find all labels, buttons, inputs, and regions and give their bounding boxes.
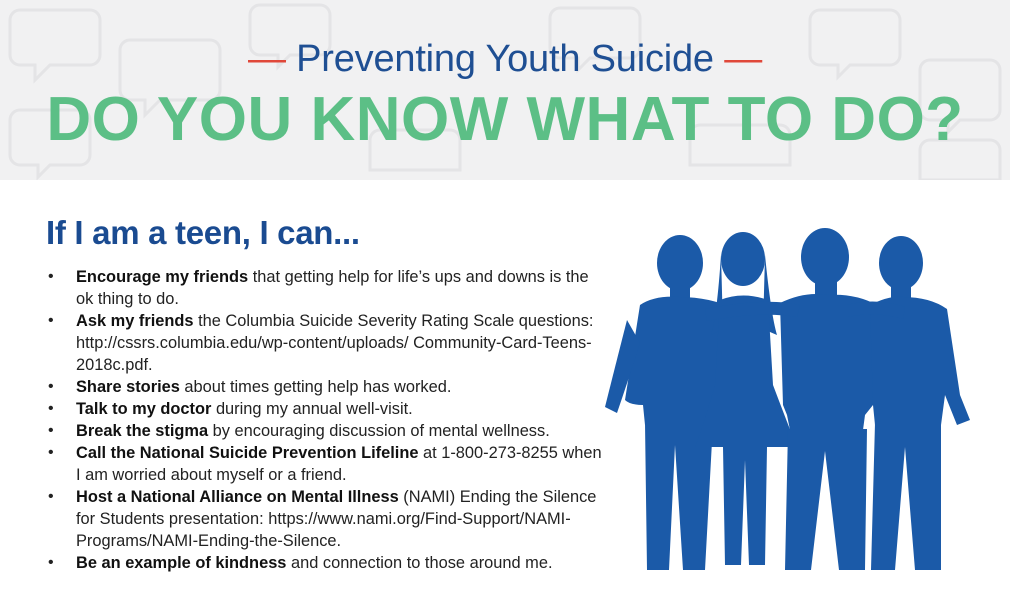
- list-item-text: that getting help for life’s ups and downs is the ok thing to do.: [76, 268, 589, 308]
- subtitle-dash-right: —: [724, 38, 763, 80]
- list-item-text: (NAMI) Ending the Silence for Students presentation: https://www.nami.org/Find-Support/NAMI-Programs/NAMI-Ending-the-Silence.: [76, 488, 597, 550]
- list-item-bold: Be an example of kindness: [76, 554, 287, 572]
- section-heading: If I am a teen, I can...: [46, 214, 360, 251]
- list-item-text: by encouraging discussion of mental wellness.: [208, 422, 550, 440]
- list-item-bold: Talk to my doctor: [76, 400, 212, 418]
- list-item: [46, 552, 606, 574]
- bullet-icon: •: [48, 444, 54, 461]
- bullet-icon: •: [48, 422, 54, 439]
- bullet-icon: •: [48, 554, 54, 571]
- list-item-bold: Share stories: [76, 378, 180, 396]
- list-item-text: and connection to those around me.: [286, 554, 553, 572]
- page-title: DO YOU KNOW WHAT TO DO?: [46, 85, 964, 154]
- list-item-bold: Host a National Alliance on Mental Illness: [76, 488, 399, 506]
- list-item-bold: Break the stigma: [76, 422, 209, 440]
- list-item: [46, 376, 606, 398]
- subtitle: Preventing Youth Suicide: [296, 38, 714, 80]
- list-item-text: the Columbia Suicide Severity Rating Scale questions: http://cssrs.columbia.edu/wp-content/uploads/ Community-Card-Teens-2018c.pdf.: [76, 312, 594, 374]
- list-item-bold: Encourage my friends: [76, 268, 249, 286]
- header-banner: [0, 0, 1010, 180]
- bullet-icon: •: [48, 268, 54, 285]
- list-item-text: about times getting help has worked.: [179, 378, 452, 396]
- action-list: [46, 266, 606, 574]
- list-item: [46, 420, 606, 442]
- list-item: [46, 266, 606, 310]
- subtitle-dash-left: —: [247, 38, 286, 80]
- list-item: [46, 442, 606, 486]
- list-item-bold: Ask my friends: [76, 312, 194, 330]
- list-item: [46, 398, 606, 420]
- list-item: [46, 486, 606, 552]
- list-item-bold: Call the National Suicide Prevention Lifeline: [76, 444, 419, 462]
- bullet-icon: •: [48, 488, 54, 505]
- bullet-icon: •: [48, 400, 54, 417]
- list-item: [46, 310, 606, 376]
- subtitle-row: [0, 38, 1010, 81]
- teens-silhouette-icon: [585, 225, 995, 580]
- bullet-icon: •: [48, 378, 54, 395]
- list-item-text: during my annual well-visit.: [211, 400, 413, 418]
- list-item-text: at 1-800-273-8255 when I am worried about myself or a friend.: [76, 444, 602, 484]
- bullet-icon: •: [48, 312, 54, 329]
